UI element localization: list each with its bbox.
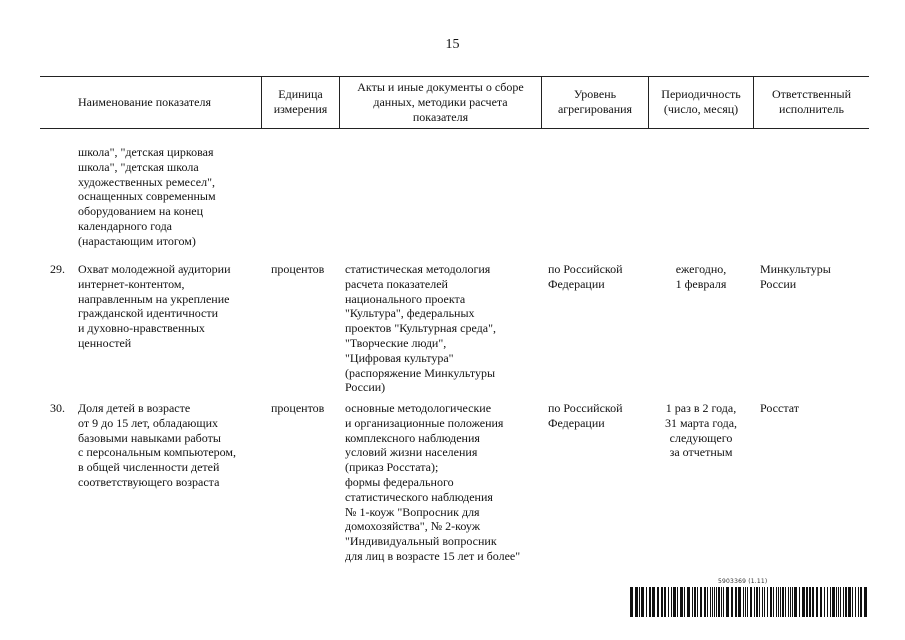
barcode-bar bbox=[838, 587, 839, 617]
barcode-bar bbox=[700, 587, 702, 617]
table-header-bottom-rule bbox=[40, 128, 869, 129]
row-acts: статистическая методология расчета показателей национального проекта "Культура", федеральных проектов "Культурная среда", "Творческие люди", "Цифровая культура" (распоряжение Минкультуры России) bbox=[345, 262, 496, 395]
barcode-bar bbox=[824, 587, 825, 617]
barcode-bar bbox=[762, 587, 763, 617]
row-responsible: Минкультуры России bbox=[760, 262, 831, 291]
barcode-bar bbox=[858, 587, 859, 617]
barcode-bar bbox=[639, 587, 640, 617]
barcode-bar bbox=[692, 587, 693, 617]
barcode-bar bbox=[770, 587, 772, 617]
barcode-bar bbox=[735, 587, 737, 617]
barcode-bar bbox=[848, 587, 851, 617]
barcode-bar bbox=[635, 587, 638, 617]
barcode-bar bbox=[852, 587, 853, 617]
barcode-bar bbox=[827, 587, 828, 617]
row-acts: основные методологические и организационные положения комплексного наблюдения условий жизни населения (приказ Росстата); формы федерального статистического наблюдения № 1-коуж "Вопросник для домохозяйства", № 2-коуж "Индивидуальный вопросник для лиц в возрасте 15 лет и более" bbox=[345, 401, 521, 563]
barcode-bars bbox=[630, 587, 868, 617]
row-number: 29. bbox=[50, 262, 65, 276]
header-level-text: Уровень агрегирования bbox=[557, 87, 633, 116]
barcode-bar bbox=[816, 587, 818, 617]
barcode-bar bbox=[780, 587, 781, 617]
barcode-bar bbox=[661, 587, 663, 617]
barcode-bar bbox=[773, 587, 774, 617]
header-acts bbox=[340, 76, 541, 128]
row-name: школа", "детская цирковая школа", "детская школа художественных ремесел", оснащенных современным оборудованием на конец календарного года (нарастающим итогом) bbox=[78, 145, 216, 248]
barcode-bar bbox=[707, 587, 708, 617]
barcode-bar bbox=[712, 587, 713, 617]
row-period: ежегодно, 1 февраля bbox=[675, 262, 727, 291]
barcode-bar bbox=[855, 587, 856, 617]
barcode-bar bbox=[668, 587, 669, 617]
barcode-bar bbox=[845, 587, 847, 617]
barcode-bar bbox=[767, 587, 768, 617]
barcode-bar bbox=[799, 587, 800, 617]
row-name: Доля детей в возрасте от 9 до 15 лет, обладающих базовыми навыками работы с персональным компьютером, в общей численности детей соответствующего возраста bbox=[78, 401, 237, 489]
barcode-bar bbox=[726, 587, 729, 617]
barcode-bar bbox=[747, 587, 748, 617]
header-name-text: Наименование показателя bbox=[78, 94, 211, 109]
barcode-bar bbox=[809, 587, 811, 617]
row-responsible: Росстат bbox=[760, 401, 799, 415]
barcode-bar bbox=[794, 587, 797, 617]
barcode-bar bbox=[641, 587, 644, 617]
header-name bbox=[40, 76, 261, 128]
barcode-bar bbox=[718, 587, 720, 617]
row-name: Охват молодежной аудитории интернет-контентом, направленным на укрепление гражданской идентичности и духовно-нравственных ценностей bbox=[78, 262, 231, 350]
row-unit: процентов bbox=[271, 262, 325, 276]
barcode-bar bbox=[684, 587, 685, 617]
barcode-bar bbox=[840, 587, 841, 617]
barcode-bar bbox=[731, 587, 733, 617]
barcode-bar bbox=[646, 587, 647, 617]
barcode-bar bbox=[694, 587, 696, 617]
header-unit bbox=[262, 76, 339, 128]
barcode-bar bbox=[673, 587, 676, 617]
barcode-bar bbox=[836, 587, 837, 617]
barcode-bar bbox=[792, 587, 793, 617]
barcode-number: 5903369 (1.11) bbox=[718, 578, 768, 585]
barcode-bar bbox=[778, 587, 779, 617]
barcode-bar bbox=[657, 587, 659, 617]
header-responsible bbox=[754, 76, 869, 128]
barcode-bar bbox=[750, 587, 752, 617]
header-level bbox=[542, 76, 648, 128]
barcode-bar bbox=[677, 587, 678, 617]
barcode-bar bbox=[788, 587, 789, 617]
row-period: 1 раз в 2 года, 31 марта года, следующего за отчетным bbox=[664, 401, 738, 460]
barcode-bar bbox=[782, 587, 784, 617]
barcode-bar bbox=[860, 587, 862, 617]
barcode bbox=[630, 578, 868, 630]
barcode-bar bbox=[721, 587, 722, 617]
header-responsible-text: Ответственный исполнитель bbox=[771, 87, 852, 116]
header-period-text: Периодичность (число, месяц) bbox=[661, 87, 741, 116]
header-period bbox=[649, 76, 753, 128]
barcode-bar bbox=[759, 587, 760, 617]
barcode-bar bbox=[743, 587, 744, 617]
barcode-bar bbox=[745, 587, 746, 617]
header-unit-text: Единица измерения bbox=[273, 87, 328, 116]
barcode-bar bbox=[785, 587, 786, 617]
barcode-bar bbox=[756, 587, 758, 617]
row-unit: процентов bbox=[271, 401, 325, 415]
barcode-bar bbox=[864, 587, 867, 617]
row-level: по Российской Федерации bbox=[548, 401, 623, 430]
barcode-bar bbox=[630, 587, 633, 617]
page-number: 15 bbox=[445, 37, 460, 52]
barcode-bar bbox=[738, 587, 741, 617]
barcode-bar bbox=[802, 587, 805, 617]
header-acts-text: Акты и иные документы о сборе данных, методики расчета показателя bbox=[357, 79, 524, 124]
barcode-bar bbox=[812, 587, 814, 617]
barcode-bar bbox=[843, 587, 844, 617]
barcode-bar bbox=[754, 587, 755, 617]
barcode-bar bbox=[806, 587, 808, 617]
barcode-bar bbox=[723, 587, 724, 617]
barcode-bar bbox=[671, 587, 672, 617]
barcode-bar bbox=[664, 587, 666, 617]
barcode-bar bbox=[820, 587, 822, 617]
barcode-bar bbox=[716, 587, 717, 617]
barcode-bar bbox=[649, 587, 651, 617]
barcode-bar bbox=[832, 587, 835, 617]
barcode-bar bbox=[764, 587, 765, 617]
barcode-bar bbox=[697, 587, 698, 617]
barcode-bar bbox=[776, 587, 777, 617]
barcode-bar bbox=[687, 587, 690, 617]
row-level: по Российской Федерации bbox=[548, 262, 623, 291]
barcode-bar bbox=[714, 587, 715, 617]
barcode-bar bbox=[680, 587, 683, 617]
row-number: 30. bbox=[50, 401, 65, 415]
barcode-bar bbox=[710, 587, 711, 617]
barcode-bar bbox=[830, 587, 831, 617]
barcode-bar bbox=[652, 587, 655, 617]
barcode-bar bbox=[704, 587, 706, 617]
barcode-bar bbox=[790, 587, 791, 617]
